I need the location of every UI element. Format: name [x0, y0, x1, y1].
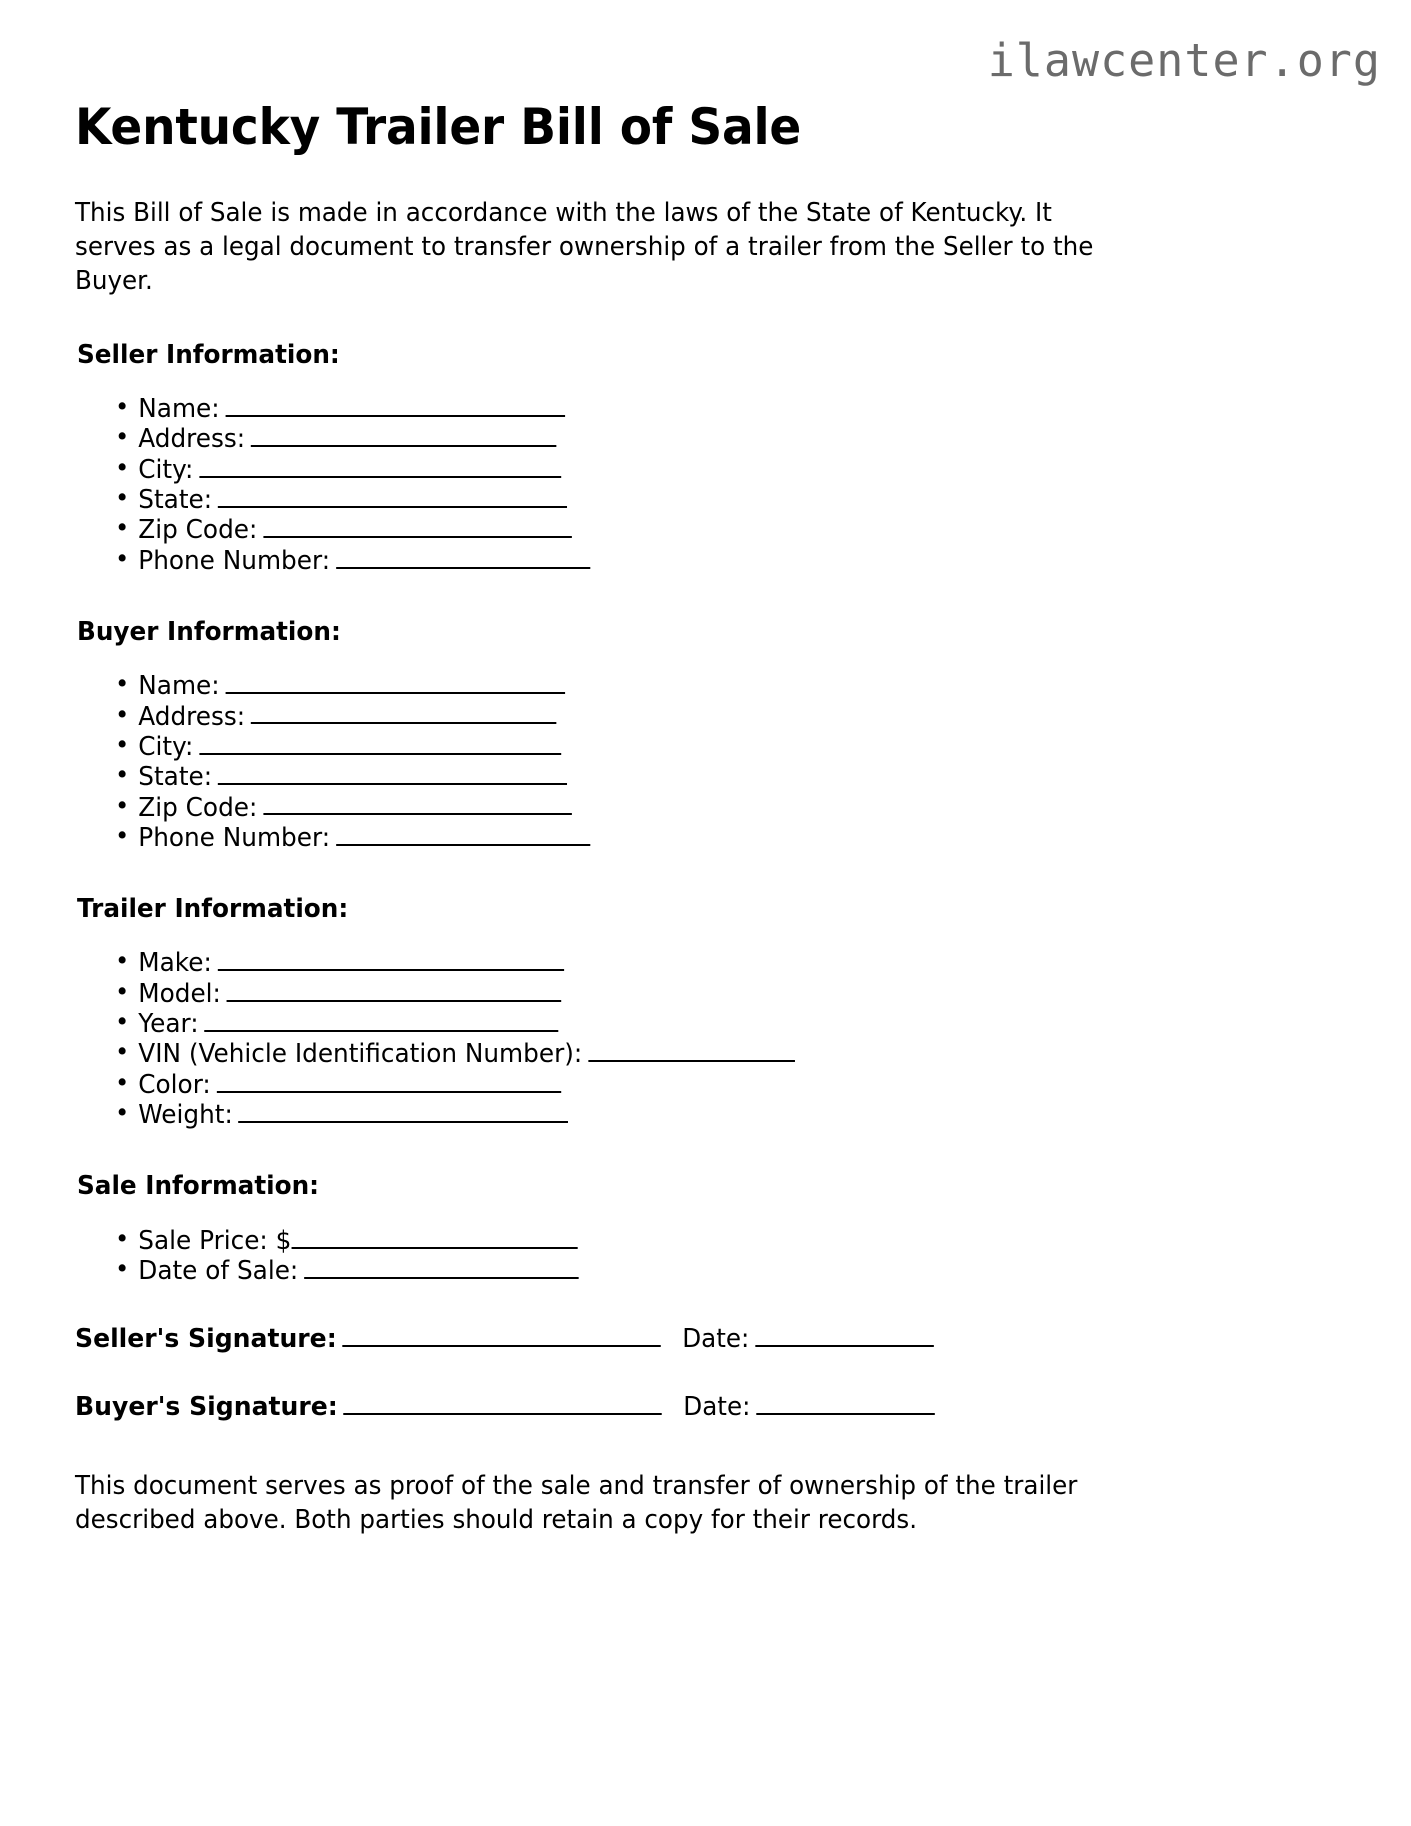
fill-in-blank[interactable] — [304, 1256, 579, 1279]
field-list — [75, 948, 1345, 1130]
bullet-icon: • — [115, 820, 130, 850]
field-label: Color: — [138, 1069, 211, 1100]
field-row — [115, 1039, 1308, 1069]
field-row — [115, 1100, 1308, 1130]
fill-in-blank[interactable] — [263, 515, 571, 538]
signature-fill-in-blank[interactable] — [344, 1392, 662, 1415]
bullet-icon: • — [115, 699, 130, 729]
intro-paragraph: This Bill of Sale is made in accordance with the laws of the State of Kentucky. It serves as a legal document to transfer ownership of a trailer from the Seller to the Buyer. — [75, 198, 1094, 296]
fill-in-blank[interactable] — [291, 1226, 577, 1249]
bullet-icon: • — [115, 513, 130, 543]
bullet-icon: • — [115, 1007, 130, 1037]
section-heading: Trailer Information: — [77, 894, 349, 925]
site-watermark: ilawcenter.org — [987, 34, 1381, 87]
bullet-icon: • — [115, 543, 130, 573]
field-label: Address: — [138, 701, 246, 732]
field-label: Model: — [138, 978, 221, 1009]
bullet-icon: • — [115, 946, 130, 976]
fill-in-blank[interactable] — [225, 671, 565, 694]
fill-in-blank[interactable] — [336, 823, 590, 846]
field-label: Name: — [138, 671, 220, 702]
fill-in-blank[interactable] — [251, 424, 557, 447]
field-list — [75, 1223, 1345, 1287]
field-label: Sale Price: $ — [138, 1225, 292, 1256]
date-label: Date: — [683, 1392, 751, 1423]
fill-in-blank[interactable] — [199, 732, 561, 755]
field-label: Phone Number: — [138, 545, 331, 576]
section-heading: Seller Information: — [77, 339, 340, 370]
fill-in-blank[interactable] — [199, 455, 561, 478]
signature-label: Buyer's Signature: — [75, 1392, 338, 1423]
field-row — [115, 543, 1308, 576]
field-row — [115, 976, 1308, 1009]
field-row — [115, 482, 1308, 515]
closing-paragraph: This document serves as proof of the sale and transfer of ownership of the trailer described above. Both parties should retain a copy for their records. — [75, 1471, 1078, 1536]
fill-in-blank[interactable] — [218, 762, 567, 785]
fill-in-blank[interactable] — [218, 948, 564, 971]
fill-in-blank[interactable] — [251, 702, 557, 725]
signature-row — [75, 1324, 1301, 1354]
fill-in-blank[interactable] — [263, 793, 571, 816]
field-row — [115, 762, 1308, 792]
page-title: Kentucky Trailer Bill of Sale — [75, 98, 802, 156]
field-row — [115, 671, 1308, 701]
field-label: Address: — [138, 424, 246, 455]
bullet-icon: • — [115, 729, 130, 759]
document-content — [75, 100, 1345, 1538]
signature-row — [75, 1392, 1301, 1422]
form-sections — [75, 340, 1345, 1287]
field-list — [75, 391, 1345, 576]
bullet-icon: • — [115, 422, 130, 452]
section-heading: Buyer Information: — [77, 616, 341, 647]
field-row — [115, 948, 1308, 978]
section-heading: Sale Information: — [77, 1171, 320, 1202]
field-label: City: — [138, 454, 194, 485]
fill-in-blank[interactable] — [225, 394, 565, 417]
fill-in-blank[interactable] — [218, 485, 567, 508]
field-label: Zip Code: — [138, 515, 258, 546]
field-label: VIN (Vehicle Identification Number): — [138, 1039, 583, 1070]
field-label: Weight: — [138, 1100, 233, 1131]
field-row — [115, 699, 1308, 732]
field-row — [115, 1223, 1308, 1256]
signature-label: Seller's Signature: — [75, 1324, 337, 1355]
bullet-icon: • — [115, 482, 130, 512]
fill-in-blank[interactable] — [336, 546, 590, 569]
field-row — [115, 729, 1308, 762]
field-row — [115, 424, 1308, 454]
bullet-icon: • — [115, 452, 130, 482]
field-label: Phone Number: — [138, 822, 331, 853]
field-row — [115, 1067, 1308, 1100]
field-row — [115, 1009, 1308, 1039]
bullet-icon: • — [115, 391, 130, 421]
bullet-icon: • — [115, 669, 130, 699]
field-row — [115, 452, 1308, 485]
field-list — [75, 671, 1345, 853]
date-fill-in-blank[interactable] — [755, 1324, 934, 1347]
fill-in-blank[interactable] — [588, 1039, 795, 1062]
field-label: City: — [138, 731, 194, 762]
fill-in-blank[interactable] — [217, 1070, 561, 1093]
bullet-icon: • — [115, 1254, 130, 1283]
bullet-icon: • — [115, 1037, 130, 1067]
bullet-icon: • — [115, 976, 130, 1006]
signature-fill-in-blank[interactable] — [343, 1324, 661, 1347]
field-label: State: — [138, 484, 213, 515]
bullet-icon: • — [115, 1098, 130, 1128]
fill-in-blank[interactable] — [227, 979, 562, 1002]
bullet-icon: • — [115, 790, 130, 820]
fill-in-blank[interactable] — [204, 1009, 558, 1032]
field-row — [115, 820, 1308, 853]
date-label: Date: — [682, 1324, 750, 1355]
field-label: Make: — [138, 948, 212, 979]
bullet-icon: • — [115, 1067, 130, 1097]
field-row — [115, 515, 1308, 545]
field-label: Year: — [138, 1009, 199, 1039]
bullet-icon: • — [115, 760, 130, 790]
field-label: State: — [138, 762, 213, 793]
field-row — [115, 790, 1308, 823]
field-label: Name: — [138, 393, 220, 424]
signature-block — [75, 1324, 1345, 1422]
field-row — [115, 1256, 1308, 1286]
date-fill-in-blank[interactable] — [756, 1392, 935, 1415]
field-label: Date of Sale: — [138, 1255, 299, 1286]
field-label: Zip Code: — [138, 792, 258, 823]
fill-in-blank[interactable] — [239, 1100, 569, 1123]
field-row — [115, 391, 1308, 424]
bullet-icon: • — [115, 1223, 130, 1253]
